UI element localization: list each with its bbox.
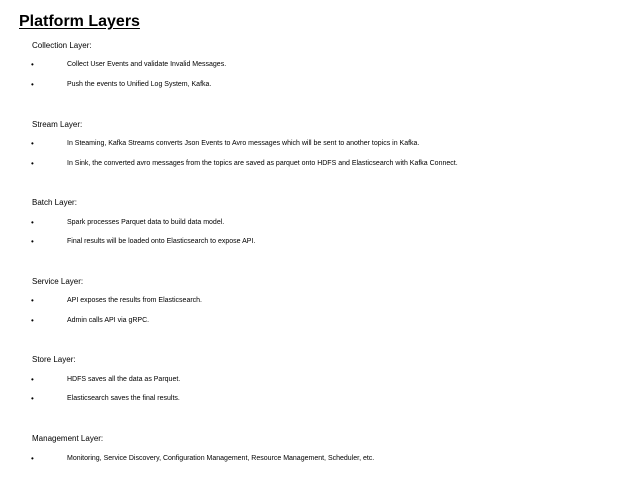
bullet-icon: • xyxy=(31,316,34,325)
list-item: Monitoring, Service Discovery, Configuration Management, Resource Management, Scheduler, etc. xyxy=(67,455,375,462)
list-item: In Sink, the converted avro messages from the topics are saved as parquet onto HDFS and Elasticsearch with Kafka Connect. xyxy=(67,160,458,167)
section-heading: Management Layer: xyxy=(32,434,104,443)
list-item: Elasticsearch saves the final results. xyxy=(67,395,180,402)
bullet-icon: • xyxy=(31,159,34,168)
page-title: Platform Layers xyxy=(19,13,140,30)
list-item: Admin calls API via gRPC. xyxy=(67,317,150,324)
list-item: HDFS saves all the data as Parquet. xyxy=(67,376,181,383)
bullet-icon: • xyxy=(31,60,34,69)
list-item: In Steaming, Kafka Streams converts Json Events to Avro messages which will be sent to another topics in Kafka. xyxy=(67,140,420,147)
list-item: Spark processes Parquet data to build data model. xyxy=(67,219,225,226)
section-heading: Store Layer: xyxy=(32,355,76,364)
bullet-icon: • xyxy=(31,375,34,384)
section-heading: Stream Layer: xyxy=(32,120,83,129)
bullet-icon: • xyxy=(31,237,34,246)
section-heading: Batch Layer: xyxy=(32,198,77,207)
bullet-icon: • xyxy=(31,296,34,305)
bullet-icon: • xyxy=(31,454,34,463)
section-heading: Collection Layer: xyxy=(32,41,92,50)
bullet-icon: • xyxy=(31,394,34,403)
section-heading: Service Layer: xyxy=(32,277,84,286)
list-item: Collect User Events and validate Invalid Messages. xyxy=(67,61,227,68)
list-item: API exposes the results from Elasticsearch. xyxy=(67,297,202,304)
bullet-icon: • xyxy=(31,80,34,89)
list-item: Final results will be loaded onto Elasticsearch to expose API. xyxy=(67,238,256,245)
bullet-icon: • xyxy=(31,218,34,227)
bullet-icon: • xyxy=(31,139,34,148)
list-item: Push the events to Unified Log System, Kafka. xyxy=(67,81,212,88)
